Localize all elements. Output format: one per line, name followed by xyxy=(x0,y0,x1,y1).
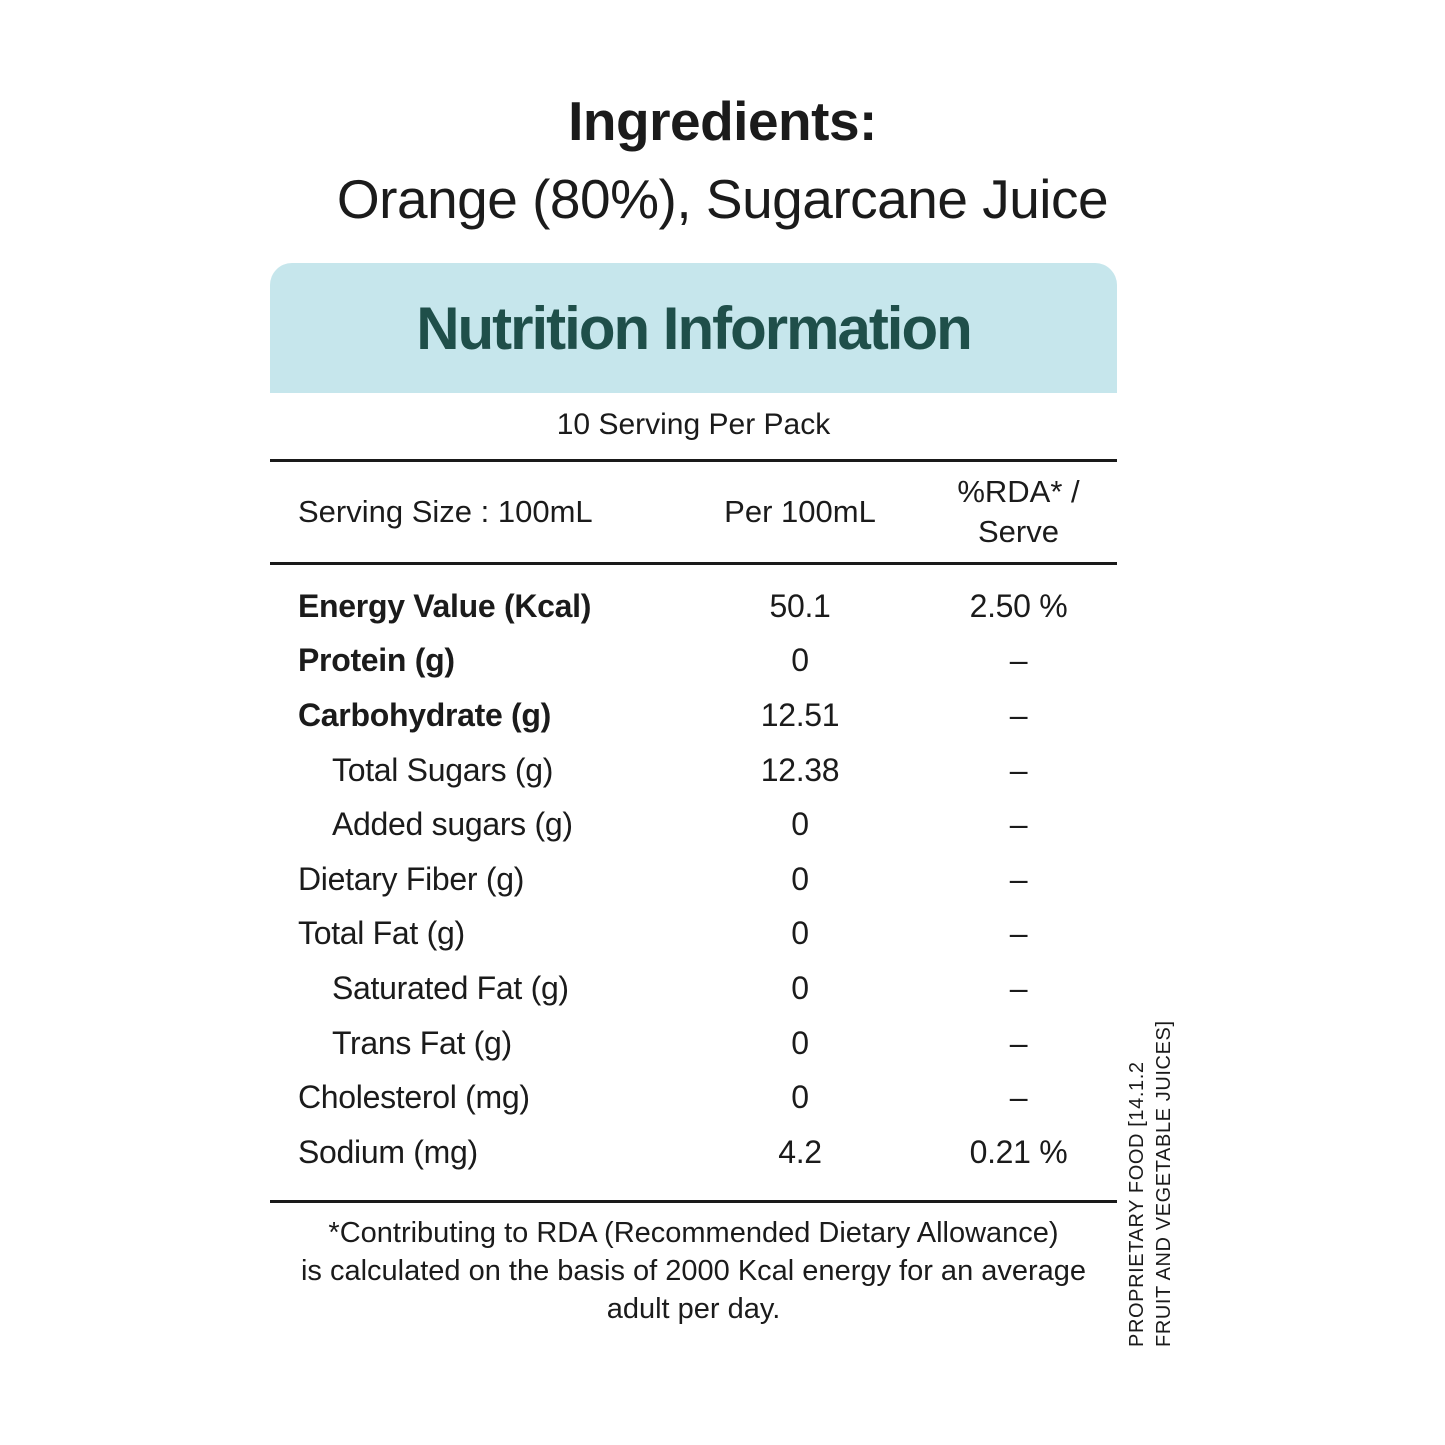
row-rda: – xyxy=(1009,915,1028,952)
servings-per-pack: 10 Serving Per Pack xyxy=(556,408,831,441)
nutrition-title: Nutrition Information xyxy=(416,294,971,362)
ingredients-list: Orange (80%), Sugarcane Juice xyxy=(336,168,1109,230)
row-value: 50.1 xyxy=(769,587,831,624)
row-value: 0 xyxy=(791,915,809,952)
header-serving-size: Serving Size : 100mL xyxy=(298,494,593,529)
side-label-line2: FRUIT AND VEGETABLE JUICES] xyxy=(1153,1020,1175,1347)
row-value: 0 xyxy=(791,860,809,897)
row-rda: – xyxy=(1009,751,1028,788)
row-value: 0 xyxy=(791,1079,809,1116)
header-per-amount: Per 100mL xyxy=(724,494,876,529)
row-value: 0 xyxy=(791,806,809,843)
table-row xyxy=(270,743,1117,798)
row-label: Trans Fat (g) xyxy=(332,1024,512,1061)
footnote-line3: adult per day. xyxy=(606,1293,781,1325)
ingredients-section xyxy=(0,82,1445,238)
side-label-line1: PROPRIETARY FOOD [14.1.2 xyxy=(1126,1061,1148,1347)
table-row xyxy=(270,579,1117,634)
row-rda: 0.21 % xyxy=(969,1133,1068,1170)
row-rda: – xyxy=(1009,969,1028,1006)
nutrition-table xyxy=(270,459,1117,1203)
table-body xyxy=(270,565,1117,1203)
table-row xyxy=(270,797,1117,852)
row-rda: – xyxy=(1009,860,1028,897)
row-label: Saturated Fat (g) xyxy=(332,969,569,1006)
ingredients-heading: Ingredients: xyxy=(568,90,877,152)
table-row xyxy=(270,1125,1117,1180)
row-label: Total Sugars (g) xyxy=(332,751,554,788)
row-label: Dietary Fiber (g) xyxy=(298,860,525,897)
row-rda: – xyxy=(1009,806,1028,843)
table-row xyxy=(270,1070,1117,1125)
footnote-line1: *Contributing to RDA (Recommended Dietary Allowance) xyxy=(328,1217,1059,1249)
table-row xyxy=(270,1016,1117,1071)
table-row xyxy=(270,961,1117,1016)
row-rda: – xyxy=(1009,1024,1028,1061)
row-label: Added sugars (g) xyxy=(332,806,573,843)
table-row xyxy=(270,852,1117,907)
header-rda-line1: %RDA* / xyxy=(957,474,1080,509)
row-value: 0 xyxy=(791,969,809,1006)
row-value: 0 xyxy=(791,642,809,679)
table-row xyxy=(270,634,1117,689)
header-rda-line2: Serve xyxy=(978,514,1059,549)
row-label: Sodium (mg) xyxy=(298,1133,478,1170)
row-value: 0 xyxy=(791,1024,809,1061)
nutrition-banner xyxy=(270,263,1117,393)
proprietary-food-side-label xyxy=(1124,1022,1178,1347)
row-value: 12.51 xyxy=(760,696,840,733)
row-label: Energy Value (Kcal) xyxy=(298,587,592,624)
header-rda xyxy=(920,472,1117,552)
table-header-row xyxy=(270,462,1117,565)
row-label: Carbohydrate (g) xyxy=(298,696,551,733)
footnote-line2: is calculated on the basis of 2000 Kcal energy for an average xyxy=(300,1255,1087,1287)
row-label: Protein (g) xyxy=(298,642,455,679)
row-rda: – xyxy=(1009,642,1028,679)
row-rda: – xyxy=(1009,696,1028,733)
row-label: Total Fat (g) xyxy=(298,915,465,952)
row-rda: – xyxy=(1009,1079,1028,1116)
row-label: Cholesterol (mg) xyxy=(298,1079,530,1116)
row-value: 12.38 xyxy=(760,751,840,788)
row-value: 4.2 xyxy=(778,1133,822,1170)
rda-footnote xyxy=(270,1214,1117,1328)
table-row xyxy=(270,907,1117,962)
table-row xyxy=(270,688,1117,743)
row-rda: 2.50 % xyxy=(969,587,1068,624)
